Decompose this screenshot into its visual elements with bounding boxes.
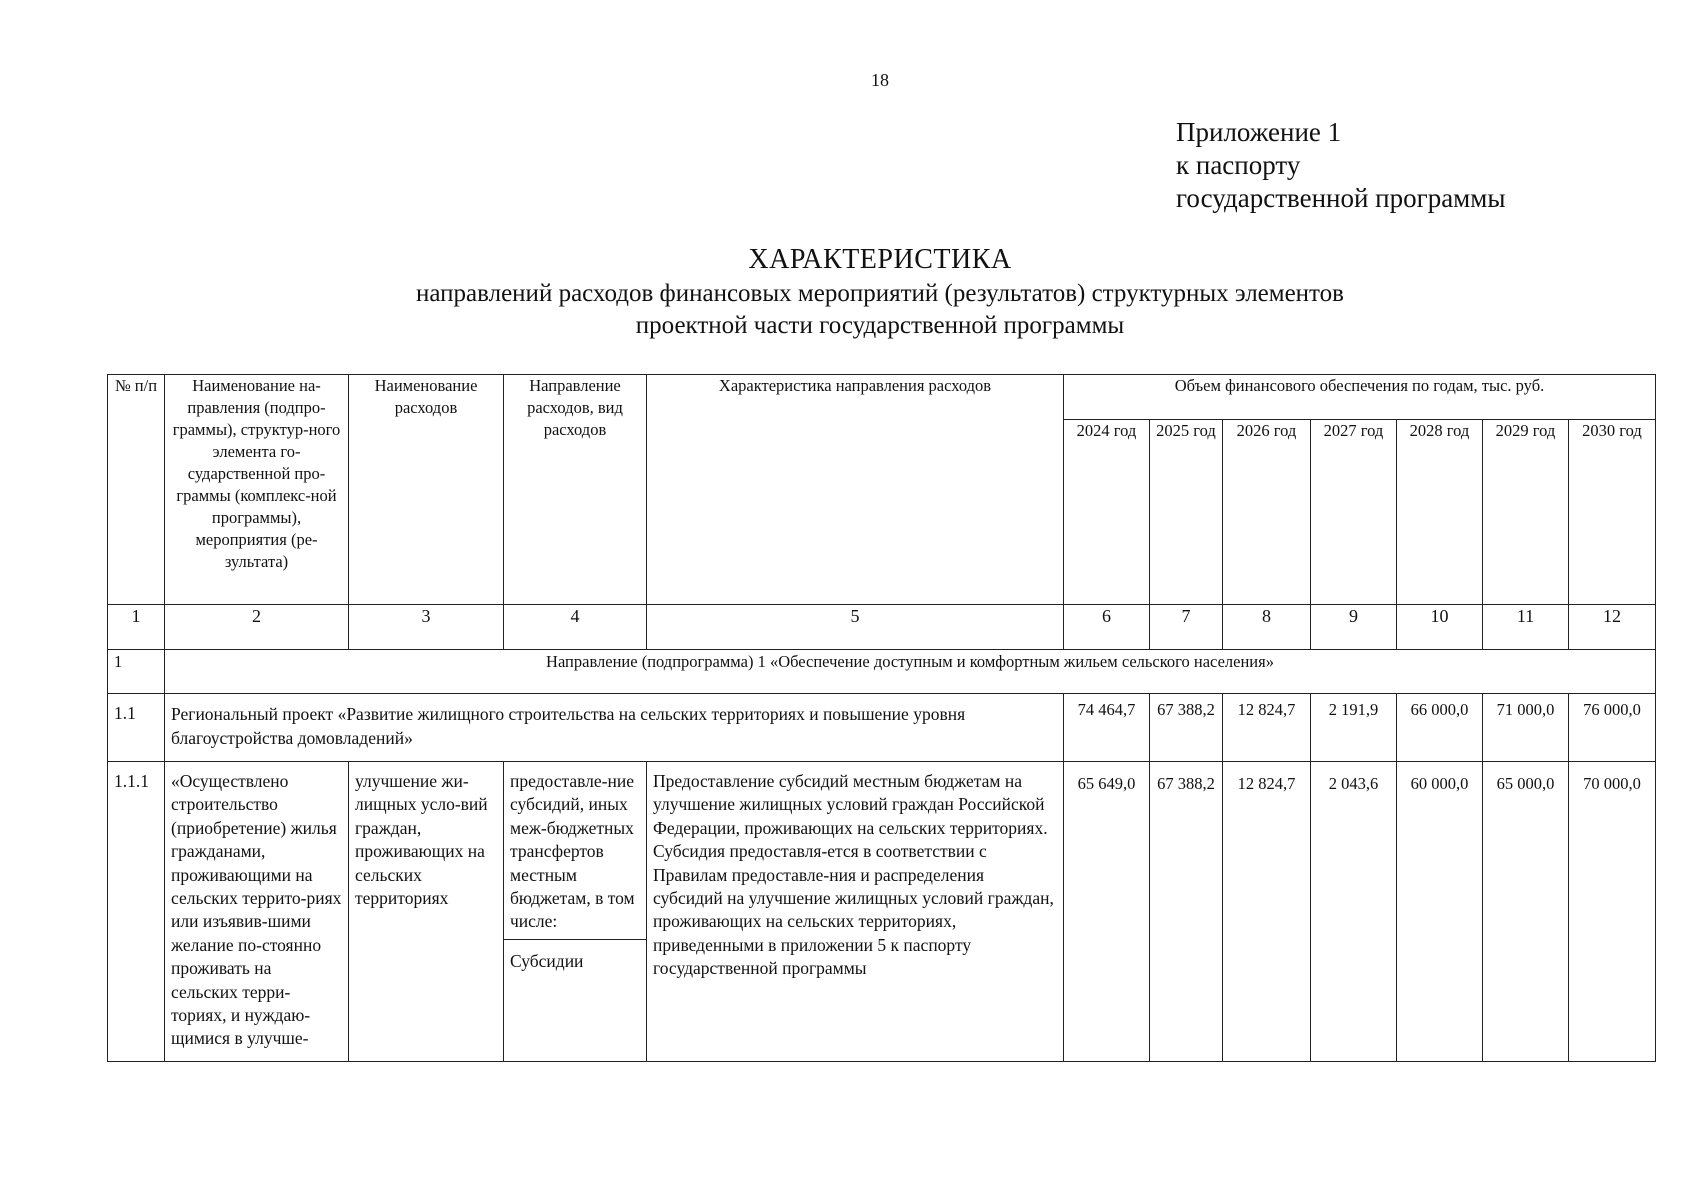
page-number: 18 — [871, 70, 889, 90]
header-direction: Направление расходов, вид расходов — [504, 375, 647, 605]
header-year: 2025 год — [1150, 420, 1223, 605]
column-number: 5 — [647, 605, 1064, 650]
appendix-line-2: к паспорту — [1176, 150, 1301, 180]
result-value: 65 000,0 — [1483, 762, 1569, 1062]
column-number: 11 — [1483, 605, 1569, 650]
column-number: 10 — [1397, 605, 1483, 650]
result-characteristic: Предоставление субсидий местным бюджетам на улучшение жилищных условий граждан Российской Федерации, проживающих на сельских территориях. Субсидия предоставля-ется в соответствии с Правилам предоставле-ния и распределения субсидий на улучшение жилищных условий граждан, проживающих на сельских территориях, приведенными в приложении 5 к паспорту государственной программы — [647, 762, 1064, 1062]
result-value: 2 043,6 — [1311, 762, 1397, 1062]
column-number: 8 — [1223, 605, 1311, 650]
project-value: 67 388,2 — [1150, 694, 1223, 762]
header-name: Наименование на-правления (подпро-граммы), структур-ного элемента го-сударственной про-граммы (комплекс-ной программы), мероприятия (ре-зультата) — [165, 375, 349, 605]
section-num: 1 — [108, 650, 165, 694]
appendix-line-3: государственной программы — [1176, 183, 1506, 213]
project-value: 2 191,9 — [1311, 694, 1397, 762]
appendix-note — [1176, 116, 1506, 215]
header-year: 2028 год — [1397, 420, 1483, 605]
project-value: 74 464,7 — [1064, 694, 1150, 762]
result-value: 67 388,2 — [1150, 762, 1223, 1062]
document-title: ХАРАКТЕРИСТИКА — [748, 244, 1012, 275]
result-value: 70 000,0 — [1569, 762, 1656, 1062]
project-value: 71 000,0 — [1483, 694, 1569, 762]
document-subtitle — [0, 278, 1697, 342]
header-year: 2029 год — [1483, 420, 1569, 605]
appendix-line-1: Приложение 1 — [1176, 117, 1342, 147]
result-value: 12 824,7 — [1223, 762, 1311, 1062]
header-year: 2030 год — [1569, 420, 1656, 605]
section-title: Направление (подпрограмма) 1 «Обеспечение доступным и комфортным жильем сельского населения» — [165, 650, 1656, 694]
project-value: 66 000,0 — [1397, 694, 1483, 762]
header-year: 2027 год — [1311, 420, 1397, 605]
project-num: 1.1 — [108, 694, 165, 762]
header-funding: Объем финансового обеспечения по годам, тыс. руб. — [1064, 375, 1656, 420]
project-value: 12 824,7 — [1223, 694, 1311, 762]
result-direction-cell — [504, 762, 647, 1062]
header-year: 2024 год — [1064, 420, 1150, 605]
expense-directions-table — [107, 374, 1656, 1062]
column-number: 7 — [1150, 605, 1223, 650]
result-name: «Осуществлено строительство (приобретение) жилья гражданами, проживающими на сельских террито-риях или изъявив-шими желание по-стоянно проживать на сельских терри-ториях, и нуждаю-щимися в улучше- — [165, 762, 349, 1062]
column-number: 12 — [1569, 605, 1656, 650]
project-title: Региональный проект «Развитие жилищного строительства на сельских территориях и повышение уровня благоустройства домовладений» — [165, 694, 1064, 762]
result-expense-name: улучшение жи-лищных усло-вий граждан, проживающих на сельских территориях — [349, 762, 504, 1062]
result-value: 65 649,0 — [1064, 762, 1150, 1062]
header-characteristic: Характеристика направления расходов — [647, 375, 1064, 605]
column-number: 1 — [108, 605, 165, 650]
column-number: 6 — [1064, 605, 1150, 650]
header-num: № п/п — [108, 375, 165, 605]
column-number: 9 — [1311, 605, 1397, 650]
column-number: 2 — [165, 605, 349, 650]
result-direction-subsidies: Субсидии — [510, 951, 584, 971]
header-expense-name: Наименование расходов — [349, 375, 504, 605]
project-value: 76 000,0 — [1569, 694, 1656, 762]
header-year: 2026 год — [1223, 420, 1311, 605]
subtitle-line-2: проектной части государственной программы — [635, 312, 1125, 339]
subtitle-line-1: направлений расходов финансовых мероприятий (результатов) структурных элементов — [416, 280, 1344, 307]
column-number: 4 — [504, 605, 647, 650]
result-direction: предоставле-ние субсидий, иных меж-бюджетных трансфертов местным бюджетам, в том числе: — [504, 762, 646, 940]
column-number: 3 — [349, 605, 504, 650]
result-value: 60 000,0 — [1397, 762, 1483, 1062]
result-num: 1.1.1 — [108, 762, 165, 1062]
